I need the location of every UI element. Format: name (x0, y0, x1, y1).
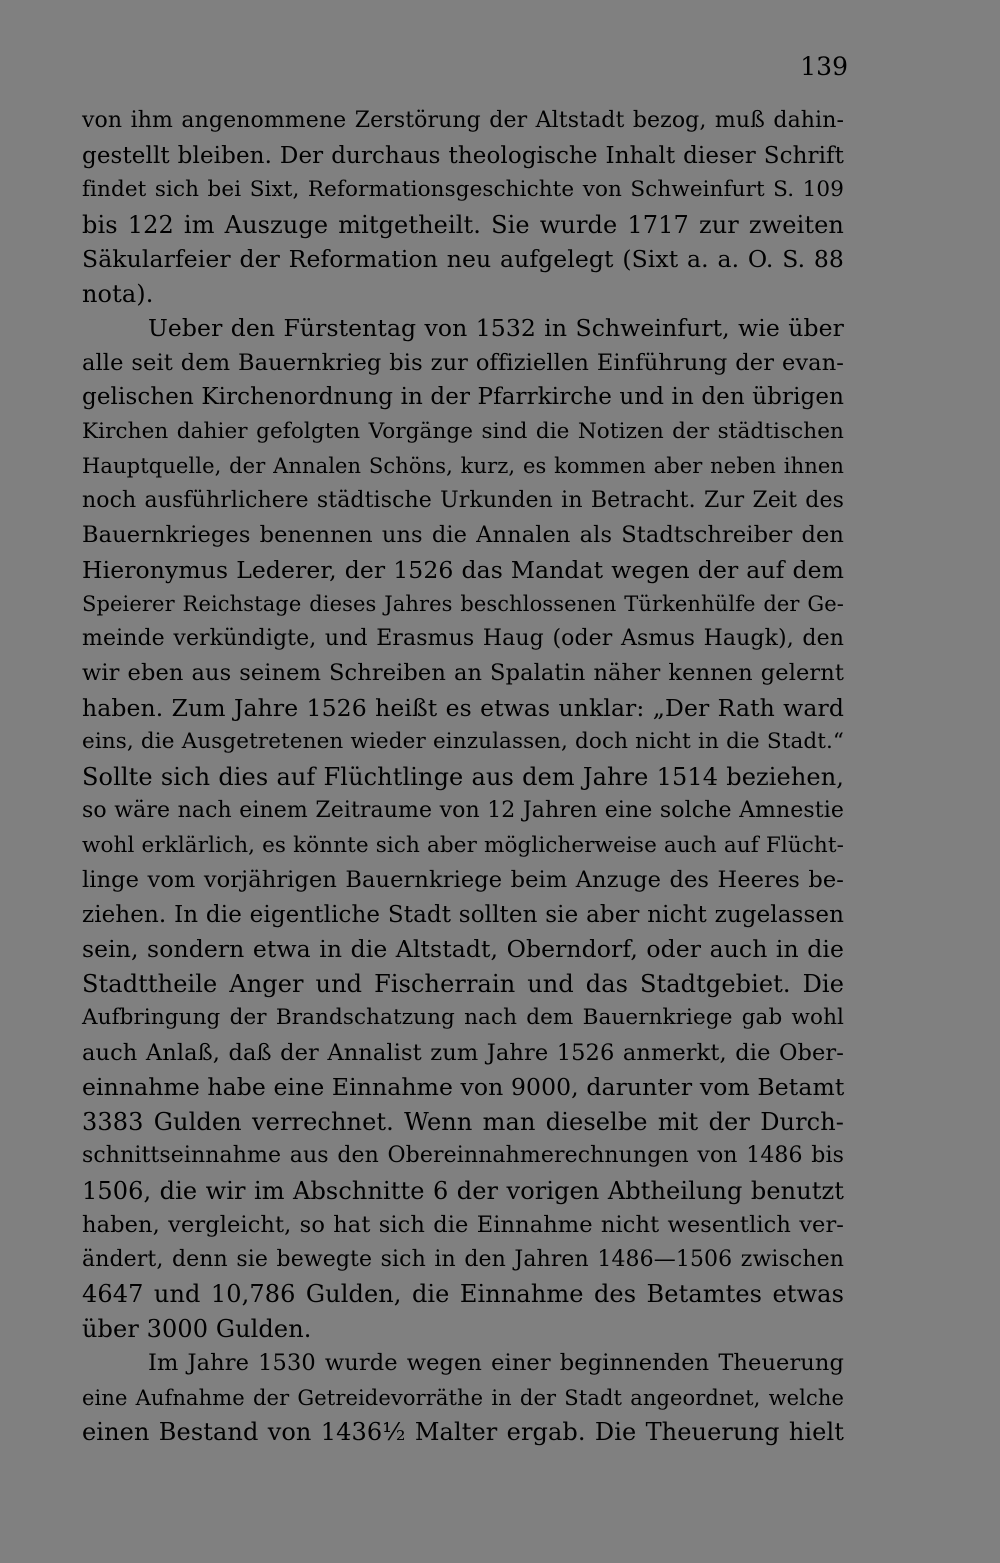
page-number: 139 (800, 52, 848, 81)
text-line: ziehen. In die eigentliche Stadt sollten sie aber nicht zugelassen (82, 901, 844, 928)
text-line: schnittseinnahme aus den Obereinnahmerechnungen von 1486 bis (82, 1143, 844, 1168)
text-line: wohl erklärlich, es könnte sich aber möglicherweise auch auf Flücht- (82, 832, 844, 858)
text-line: Aufbringung der Brandschatzung nach dem Bauernkriege gab wohl (82, 1005, 844, 1030)
text-line: bis 122 im Auszuge mitgetheilt. Sie wurde 1717 zur zweiten (82, 210, 844, 239)
text-line: Bauernkrieges benennen uns die Annalen als Stadtschreiber den (82, 522, 844, 548)
text-line: Säkularfeier der Reformation neu aufgelegt (Sixt a. a. O. S. 88 (82, 245, 844, 273)
text-line: 3383 Gulden verrechnet. Wenn man dieselbe mit der Durch- (82, 1107, 844, 1136)
text-line: wir eben aus seinem Schreiben an Spalatin näher kennen gelernt (82, 660, 844, 686)
text-line: Im Jahre 1530 wurde wegen einer beginnenden Theuerung (148, 1350, 844, 1376)
text-line: Speierer Reichstage dieses Jahres beschlossenen Türkenhülfe der Ge- (82, 592, 844, 616)
text-line: 4647 und 10,786 Gulden, die Einnahme des Betamtes etwas (82, 1280, 844, 1308)
text-line: ändert, denn sie bewegte sich in den Jahren 1486—1506 zwischen (82, 1246, 844, 1272)
text-line: Hauptquelle, der Annalen Schöns, kurz, es kommen aber neben ihnen (82, 454, 844, 478)
text-line: gestellt bleiben. Der durchaus theologische Inhalt dieser Schrift (82, 142, 844, 169)
text-line: auch Anlaß, daß der Annalist zum Jahre 1526 anmerkt, die Ober- (82, 1039, 844, 1066)
paragraph-2 (82, 311, 844, 1346)
text-line: nota). (82, 279, 154, 308)
text-line: so wäre nach einem Zeitraume von 12 Jahren eine solche Amnestie (82, 798, 844, 823)
text-line: einen Bestand von 1436½ Malter ergab. Die Theuerung hielt (82, 1418, 844, 1446)
text-line: über 3000 Gulden. (82, 1314, 312, 1343)
text-line: 1506, die wir im Abschnitte 6 der vorigen Abtheilung benutzt (82, 1176, 844, 1205)
text-line: Ueber den Fürstentag von 1532 in Schweinfurt, wie über (148, 314, 844, 342)
text-line: Sollte sich dies auf Flüchtlinge aus dem Jahre 1514 beziehen, (82, 762, 844, 791)
body-text (82, 104, 844, 1450)
text-line: sein, sondern etwa in die Altstadt, Oberndorf, oder auch in die (82, 935, 844, 963)
text-line: einnahme habe eine Einnahme von 9000, darunter vom Betamt (82, 1073, 845, 1101)
text-line: eine Aufnahme der Getreidevorräthe in der Stadt angeordnet, welche (82, 1385, 844, 1410)
paragraph-3 (82, 1346, 844, 1450)
paragraph-1 (82, 104, 844, 311)
text-line: haben, vergleicht, so hat sich die Einnahme nicht wesentlich ver- (82, 1212, 844, 1238)
text-line: haben. Zum Jahre 1526 heißt es etwas unklar: „Der Rath ward (82, 693, 844, 722)
text-line: Hieronymus Lederer, der 1526 das Mandat wegen der auf dem (82, 555, 844, 584)
text-line: linge vom vorjährigen Bauernkriege beim Anzuge des Heeres be- (82, 867, 844, 893)
text-line: meinde verkündigte, und Erasmus Haug (oder Asmus Haugk), den (82, 625, 844, 651)
text-line: findet sich bei Sixt, Reformationsgeschichte von Schweinfurt S. 109 (82, 177, 844, 202)
text-line: alle seit dem Bauernkrieg bis zur offiziellen Einführung der evan- (82, 349, 844, 376)
text-line: Kirchen dahier gefolgten Vorgänge sind die Notizen der städtischen (82, 418, 844, 444)
text-line: Stadttheile Anger und Fischerrain und das Stadtgebiet. Die (82, 969, 844, 998)
text-line: gelischen Kirchenordnung in der Pfarrkirche und in den übrigen (82, 384, 844, 410)
text-line: eins, die Ausgetretenen wieder einzulassen, doch nicht in die Stadt.“ (82, 729, 844, 754)
text-line: noch ausführlichere städtische Urkunden in Betracht. Zur Zeit des (82, 487, 844, 513)
text-line: von ihm angenommene Zerstörung der Altstadt bezog, muß dahin- (82, 108, 844, 133)
